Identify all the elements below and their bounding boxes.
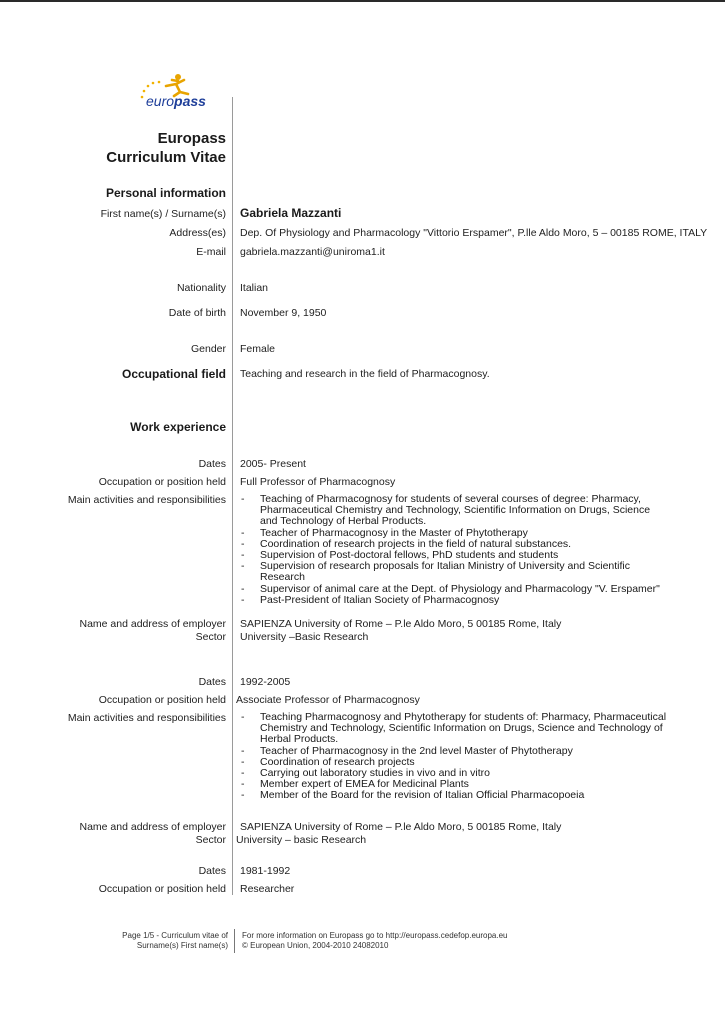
section-personal-information: Personal information [105,186,226,200]
list-item: - Carrying out laboratory studies in vivo and in vitro [240,768,670,779]
dob-label: Date of birth [168,307,226,319]
dates-label: Dates [198,676,226,688]
footer-divider [234,929,235,953]
list-item: - Supervision of research proposals for Italian Ministry of University and Scientific Research [240,561,670,583]
footer-copyright: © European Union, 2004-2010 24082010 [242,941,389,950]
name-label: First name(s) / Surname(s) [100,208,226,220]
list-item: - Member expert of EMEA for Medicinal Plants [240,779,670,790]
employer-label: Name and address of employer [79,821,226,833]
footer-page-line: Page 1/5 - Curriculum vitae of [122,931,228,940]
entry-occupation: Researcher [240,883,295,895]
list-item: - Member of the Board for the revision of Italian Official Pharmacopoeia [240,790,670,801]
address-label: Address(es) [169,227,226,239]
logo-text-euro: euro [146,93,175,109]
list-item: - Supervisor of animal care at the Dept. of Physiology and Pharmacology "V. Erspamer" [240,584,670,595]
entry-dates: 1981-1992 [240,865,291,877]
entry-sector: University – basic Research [236,834,367,846]
dates-label: Dates [198,865,226,877]
list-item: - Past-President of Italian Society of Pharmacognosy [240,595,670,606]
footer-page-info [122,931,228,951]
section-work-experience: Work experience [130,420,226,434]
entry-occupation: Associate Professor of Pharmacognosy [236,694,420,706]
dob-value: November 9, 1950 [240,307,327,319]
footer-europass-info [242,931,508,951]
list-item: - Teacher of Pharmacognosy in the Master of Phytotherapy [240,528,670,539]
list-item: - Teacher of Pharmacognosy in the 2nd level Master of Phytotherapy [240,746,670,757]
entry-dates: 1992-2005 [240,676,291,688]
activities-label: Main activities and responsibilities [67,712,226,724]
gender-label: Gender [190,343,226,355]
cv-title-curriculum: Curriculum Vitae [106,149,226,166]
list-item: - Coordination of research projects in the field of natural substances. [240,539,670,550]
europass-logo [134,72,230,112]
footer-info-link[interactable]: For more information on Europass go to http://europass.cedefop.europa.eu [242,931,508,940]
email-label: E-mail [196,246,226,258]
activities-list [240,712,670,802]
activities-label: Main activities and responsibilities [67,494,226,506]
email-value: gabriela.mazzanti@uniroma1.it [240,246,385,258]
entry-employer: SAPIENZA University of Rome – P.le Aldo Moro, 5 00185 Rome, Italy [240,618,562,630]
activities-list [240,494,670,606]
dates-label: Dates [198,458,226,470]
column-divider [232,97,233,895]
sector-label: Sector [195,834,226,846]
sector-label: Sector [195,631,226,643]
occupational-field-value: Teaching and research in the field of Pharmacognosy. [240,368,490,380]
logo-text-pass: pass [174,93,206,109]
address-value: Dep. Of Physiology and Pharmacology "Vittorio Erspamer", P.lle Aldo Moro, 5 – 00185 ROME, ITALY [240,227,708,239]
employer-label: Name and address of employer [79,618,226,630]
list-item: - Teaching of Pharmacognosy for students of several courses of degree: Pharmacy, Pharmaceutical Chemistry and Technology, Scientific Information on Drugs, Science and Technology of Herbal Products. [240,494,670,528]
occupation-label: Occupation or position held [98,883,226,895]
list-item: - Coordination of research projects [240,757,670,768]
section-occupational-field: Occupational field [121,367,226,381]
entry-sector: University –Basic Research [240,631,369,643]
footer-name-line: Surname(s) First name(s) [136,941,228,950]
cv-title-europass: Europass [157,130,226,147]
entry-employer: SAPIENZA University of Rome – P.le Aldo Moro, 5 00185 Rome, Italy [240,821,562,833]
list-item: - Teaching Pharmacognosy and Phytotherapy for students of: Pharmacy, Pharmaceutical Chemistry and Technology, Scientific Information on Drugs, Science and Technology of Herbal Products. [240,712,670,746]
occupation-label: Occupation or position held [98,694,226,706]
list-item: - Supervision of Post-doctoral fellows, PhD students and students [240,550,670,561]
occupation-label: Occupation or position held [98,476,226,488]
nationality-label: Nationality [176,282,226,294]
nationality-value: Italian [240,282,269,294]
gender-value: Female [240,343,276,355]
top-rule [0,0,725,2]
entry-dates: 2005- Present [240,458,306,470]
entry-occupation: Full Professor of Pharmacognosy [240,476,396,488]
full-name: Gabriela Mazzanti [240,206,342,220]
